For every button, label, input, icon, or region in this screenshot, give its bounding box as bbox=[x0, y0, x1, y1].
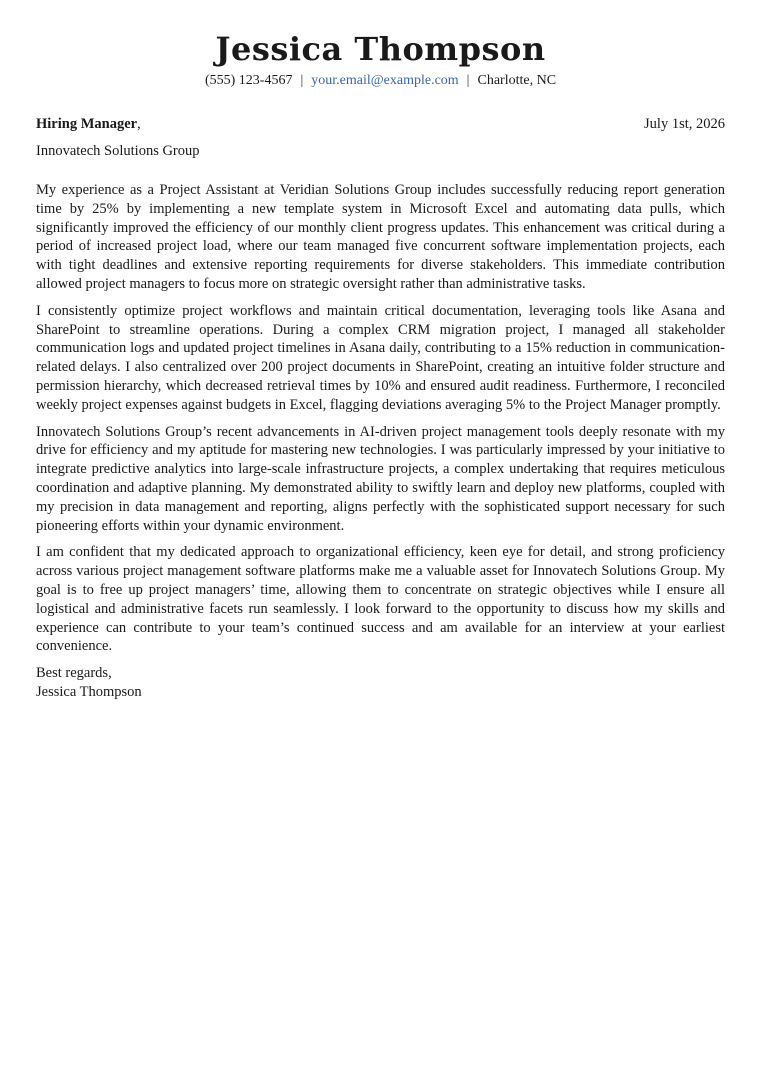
applicant-name: Jessica Thompson bbox=[215, 30, 546, 68]
body-paragraph: I am confident that my dedicated approach to organizational efficiency, keen eye for detail, and strong proficiency across various project management software platforms make me a valuable asset for Innovatech Solutions Group. My goal is to free up project managers’ time, allowing them to concentrate on strategic objectives while I ensure all logistical and administrative facets run seamlessly. I look forward to the opportunity to discuss how my skills and experience can contribute to your team’s continued success and am available for an interview at your earliest convenience. bbox=[36, 544, 725, 655]
email-link[interactable]: your.email@example.com bbox=[311, 73, 459, 88]
body-paragraph: My experience as a Project Assistant at Veridian Solutions Group includes successfully reducing report generation time by 25% by implementing a new template system in Microsoft Excel and automating data pulls, which significantly improved the efficiency of our monthly client progress updates. This enhancement was critical during a period of increased project load, where our team managed five concurrent software implementation projects, each with tight deadlines and extensive reporting requirements for diverse stakeholders. This immediate contribution allowed project managers to focus more on strategic oversight rather than administrative tasks. bbox=[36, 182, 725, 292]
salutation-row bbox=[36, 115, 725, 133]
body-paragraph: Innovatech Solutions Group’s recent advancements in AI-driven project management tools deeply resonate with my drive for efficiency and my aptitude for mastering new technologies. I was particularly impressed by your initiative to integrate predictive analytics into large-scale infrastructure projects, a complex undertaking that requires meticulous coordination and adaptive planning. My demonstrated ability to swiftly learn and deploy new platforms, coupled with my precision in data management and reporting, aligns perfectly with the sophisticated support necessary for such pioneering efforts within your dynamic environment. bbox=[36, 423, 725, 534]
letter-body bbox=[36, 181, 725, 656]
contact-line bbox=[36, 72, 725, 90]
recipient-comma: , bbox=[137, 116, 141, 132]
phone-number: (555) 123-4567 bbox=[204, 73, 293, 88]
location: Charlotte, NC bbox=[477, 73, 557, 88]
company-name: Innovatech Solutions Group bbox=[36, 143, 200, 159]
contact-separator: | bbox=[466, 73, 470, 88]
recipient: Hiring Manager bbox=[36, 116, 138, 132]
letter-date: July 1st, 2026 bbox=[644, 116, 725, 132]
contact-separator: | bbox=[300, 73, 304, 88]
closing-block bbox=[36, 664, 725, 702]
recipient-line bbox=[36, 115, 141, 133]
body-paragraph: I consistently optimize project workflows and maintain critical documentation, leveraging tools like Asana and SharePoint to streamline operations. During a complex CRM migration project, I managed all stakeholder communication logs and updated project timelines in Asana daily, contributing to a 15% reduction in communication-related delays. I also centralized over 200 project documents in SharePoint, creating an intuitive folder structure and permission hierarchy, which decreased retrieval times by 10% and ensured audit readiness. Furthermore, I reconciled weekly project expenses against budgets in Excel, flagging deviations averaging 5% to the Project Manager promptly. bbox=[36, 302, 725, 413]
closing-phrase: Best regards, bbox=[36, 665, 112, 682]
signature-name: Jessica Thompson bbox=[36, 684, 142, 701]
